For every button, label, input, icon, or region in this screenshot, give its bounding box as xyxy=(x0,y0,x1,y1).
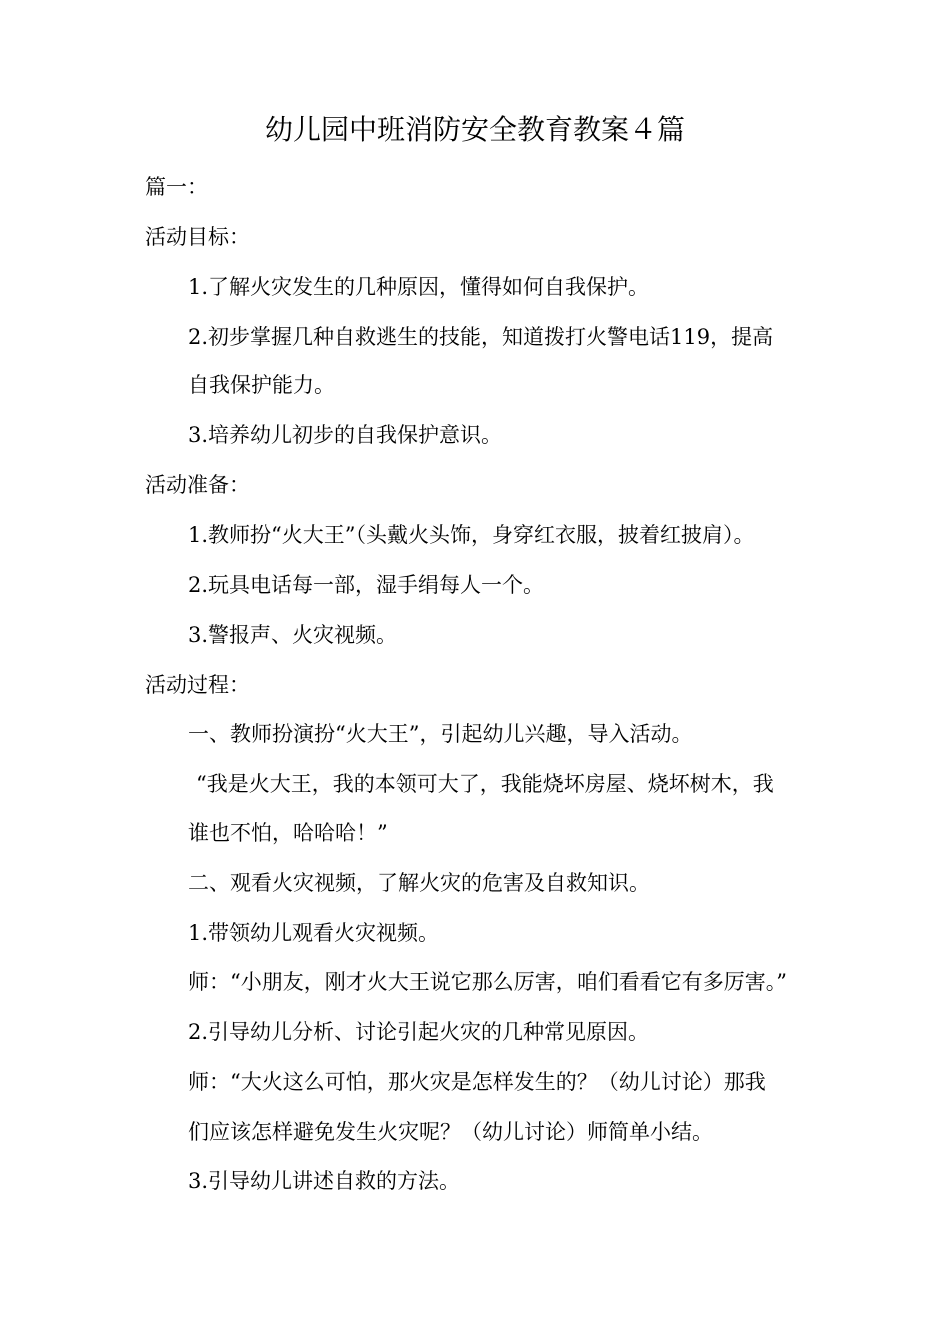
paragraph: 1.教师扮“火大王”（头戴火头饰，身穿红衣服，披着红披肩）。 xyxy=(188,523,755,547)
section-heading: 篇一： xyxy=(145,175,208,199)
section-subheading: 活动目标： xyxy=(145,225,250,249)
quote-paragraph: “我是火大王，我的本领可大了，我能烧坏房屋、烧坏树木，我 xyxy=(196,772,774,796)
paragraph-continuation: 们应该怎样避免发生火灾呢？（幼儿讨论）师简单小结。 xyxy=(188,1120,713,1144)
paragraph: 1.带领幼儿观看火灾视频。 xyxy=(188,921,440,945)
paragraph: 2.玩具电话每一部，湿手绢每人一个。 xyxy=(188,573,545,597)
paragraph: 3.警报声、火灾视频。 xyxy=(188,623,398,647)
paragraph: 3.培养幼儿初步的自我保护意识。 xyxy=(188,423,503,447)
paragraph-continuation: 谁也不怕，哈哈哈！” xyxy=(188,821,388,845)
paragraph: 一、教师扮演扮“火大王”，引起幼儿兴趣，导入活动。 xyxy=(188,722,693,746)
paragraph: 师：“大火这么可怕，那火灾是怎样发生的？（幼儿讨论）那我 xyxy=(188,1070,766,1094)
section-subheading: 活动准备： xyxy=(145,473,250,497)
section-subheading: 活动过程： xyxy=(145,673,250,697)
paragraph: 2.引导幼儿分析、讨论引起火灾的几种常见原因。 xyxy=(188,1020,650,1044)
paragraph: 师：“小朋友，刚才火大王说它那么厉害，咱们看看它有多厉害。” xyxy=(188,970,787,994)
paragraph: 2.初步掌握几种自救逃生的技能，知道拨打火警电话119，提高 xyxy=(188,325,774,349)
paragraph: 3.引导幼儿讲述自救的方法。 xyxy=(188,1169,461,1193)
paragraph-continuation: 自我保护能力。 xyxy=(188,373,335,397)
paragraph: 二、观看火灾视频，了解火灾的危害及自救知识。 xyxy=(188,871,650,895)
paragraph: 1.了解火灾发生的几种原因，懂得如何自我保护。 xyxy=(188,275,650,299)
page-title: 幼儿园中班消防安全教育教案４篇 xyxy=(264,113,685,146)
